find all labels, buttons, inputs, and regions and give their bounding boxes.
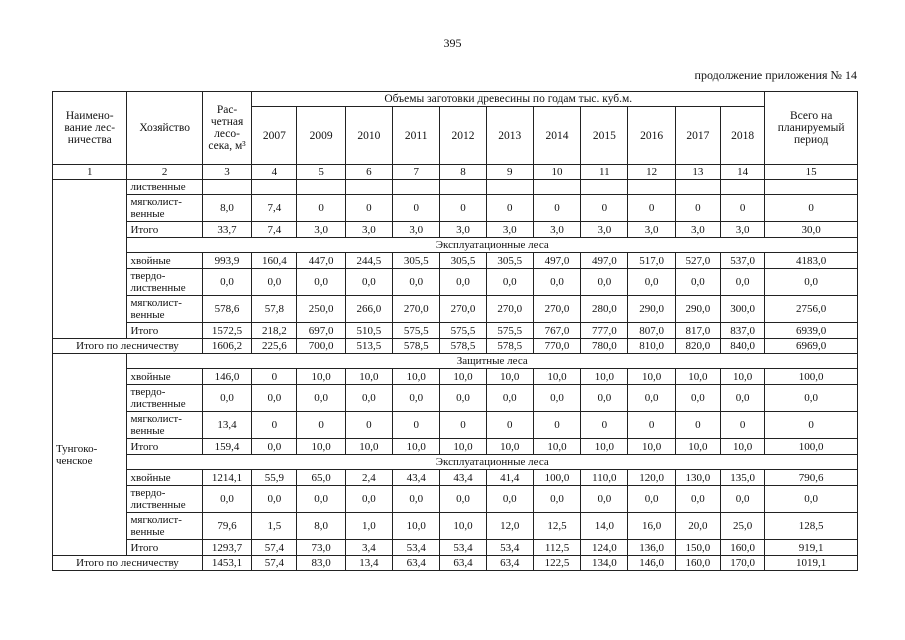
cell-value: 0 [675,412,720,439]
column-number: 5 [297,165,345,180]
cell-value: 10,0 [393,369,440,385]
cell-empty [297,180,345,195]
cell-value: 0 [533,412,580,439]
cell-estimated-cut: 1453,1 [202,556,251,571]
cell-value: 135,0 [721,470,765,486]
cell-value: 55,9 [252,470,297,486]
cell-estimated-cut: 578,6 [202,296,251,323]
cell-value: 0,0 [486,486,533,513]
cell-value: 120,0 [628,470,675,486]
col-volumes-by-year: Объемы заготовки древесины по годам тыс. куб.м. [252,92,765,107]
cell-value: 53,4 [440,540,486,556]
cell-value: 0 [721,195,765,222]
cell-value: 780,0 [581,339,628,354]
cell-value: 16,0 [628,513,675,540]
cell-total: 790,6 [765,470,858,486]
cell-value: 767,0 [533,323,580,339]
column-number: 10 [533,165,580,180]
cell-estimated-cut: 1293,7 [202,540,251,556]
cell-value: 807,0 [628,323,675,339]
cell-value: 0 [721,412,765,439]
cell-estimated-cut: 159,4 [202,439,251,455]
cell-estimated-cut: 8,0 [202,195,251,222]
cell-value: 0 [486,195,533,222]
row-label: Итого [127,439,202,455]
table-row [53,513,858,540]
column-number: 3 [202,165,251,180]
year-2016: 2016 [628,107,675,165]
table-row [53,540,858,556]
cell-empty [345,180,392,195]
column-number: 6 [345,165,392,180]
cell-value: 0 [440,195,486,222]
cell-value: 0 [486,412,533,439]
cell-value: 100,0 [533,470,580,486]
cell-value: 290,0 [628,296,675,323]
cell-value: 0,0 [345,385,392,412]
cell-empty [202,180,251,195]
appendix-note: продолжение приложения № 14 [694,68,857,82]
cell-value: 10,0 [675,369,720,385]
cell-value: 10,0 [628,369,675,385]
cell-value: 8,0 [297,513,345,540]
section-row [53,238,858,253]
cell-value: 73,0 [297,540,345,556]
cell-total: 0 [765,195,858,222]
summary-label: Итого по лесничеству [53,339,203,354]
cell-value: 10,0 [393,439,440,455]
row-label: лиственные [127,180,202,195]
year-2012: 2012 [440,107,486,165]
row-label: мягколист-венные [127,412,202,439]
cell-value: 10,0 [581,439,628,455]
cell-value: 0 [675,195,720,222]
year-2010: 2010 [345,107,392,165]
table-row [53,323,858,339]
cell-value: 578,5 [440,339,486,354]
cell-value: 0,0 [252,486,297,513]
table-row [53,269,858,296]
cell-total: 2756,0 [765,296,858,323]
cell-value: 300,0 [721,296,765,323]
cell-value: 3,0 [533,222,580,238]
cell-value: 0 [533,195,580,222]
cell-value: 12,0 [486,513,533,540]
cell-value: 0,0 [440,486,486,513]
cell-value: 270,0 [440,296,486,323]
cell-value: 0,0 [297,385,345,412]
cell-total: 100,0 [765,439,858,455]
table-row [53,470,858,486]
row-label: хвойные [127,369,202,385]
cell-value: 41,4 [486,470,533,486]
cell-value: 10,0 [628,439,675,455]
table-row [53,195,858,222]
cell-value: 447,0 [297,253,345,269]
col-total-period: Всего на планируемый период [765,92,858,165]
forestry-name-cell: Тунгоко-ченское [53,354,127,556]
cell-value: 1,5 [252,513,297,540]
cell-total: 30,0 [765,222,858,238]
cell-empty [721,180,765,195]
cell-value: 0,0 [440,385,486,412]
cell-value: 160,4 [252,253,297,269]
cell-total: 6969,0 [765,339,858,354]
row-label: мягколист-венные [127,296,202,323]
cell-estimated-cut: 146,0 [202,369,251,385]
cell-value: 0,0 [393,385,440,412]
cell-value: 160,0 [721,540,765,556]
cell-value: 57,4 [252,540,297,556]
cell-value: 10,0 [440,439,486,455]
cell-value: 0 [393,195,440,222]
row-label: твердо-лиственные [127,385,202,412]
cell-total: 1019,1 [765,556,858,571]
cell-value: 3,0 [393,222,440,238]
section-row [53,354,858,369]
column-number: 11 [581,165,628,180]
year-2009: 2009 [297,107,345,165]
summary-row [53,556,858,571]
year-2011: 2011 [393,107,440,165]
cell-value: 14,0 [581,513,628,540]
column-number: 7 [393,165,440,180]
cell-value: 0,0 [581,385,628,412]
column-numbers-row [53,165,858,180]
cell-value: 10,0 [345,369,392,385]
cell-value: 146,0 [628,556,675,571]
cell-value: 3,0 [345,222,392,238]
cell-value: 0,0 [486,269,533,296]
cell-value: 0 [252,369,297,385]
cell-value: 510,5 [345,323,392,339]
cell-value: 3,0 [581,222,628,238]
cell-value: 0 [581,195,628,222]
cell-value: 578,5 [393,339,440,354]
cell-value: 578,5 [486,339,533,354]
cell-value: 244,5 [345,253,392,269]
cell-value: 770,0 [533,339,580,354]
row-label: Итого [127,323,202,339]
year-2017: 2017 [675,107,720,165]
cell-value: 0 [297,412,345,439]
cell-value: 270,0 [486,296,533,323]
cell-estimated-cut: 1214,1 [202,470,251,486]
cell-value: 7,4 [252,195,297,222]
cell-value: 305,5 [440,253,486,269]
cell-value: 497,0 [581,253,628,269]
cell-value: 130,0 [675,470,720,486]
cell-value: 53,4 [393,540,440,556]
section-row [53,455,858,470]
col-estimated-cut: Рас-четная лесо-сека, м³ [202,92,251,165]
cell-value: 12,5 [533,513,580,540]
cell-value: 0 [628,412,675,439]
cell-value: 0,0 [440,269,486,296]
year-2014: 2014 [533,107,580,165]
cell-value: 3,0 [297,222,345,238]
cell-value: 270,0 [533,296,580,323]
cell-value: 840,0 [721,339,765,354]
cell-empty [440,180,486,195]
cell-total: 128,5 [765,513,858,540]
table-row [53,222,858,238]
summary-label: Итого по лесничеству [53,556,203,571]
cell-value: 270,0 [393,296,440,323]
cell-empty [675,180,720,195]
column-number: 8 [440,165,486,180]
cell-estimated-cut: 1606,2 [202,339,251,354]
row-label: хвойные [127,253,202,269]
cell-value: 575,5 [393,323,440,339]
cell-value: 112,5 [533,540,580,556]
cell-value: 225,6 [252,339,297,354]
cell-value: 513,5 [345,339,392,354]
header-row [53,92,858,107]
column-number: 4 [252,165,297,180]
cell-value: 43,4 [440,470,486,486]
cell-estimated-cut: 1572,5 [202,323,251,339]
cell-value: 10,0 [440,513,486,540]
cell-estimated-cut: 79,6 [202,513,251,540]
cell-value: 57,8 [252,296,297,323]
cell-value: 63,4 [393,556,440,571]
cell-value: 3,4 [345,540,392,556]
cell-estimated-cut: 13,4 [202,412,251,439]
row-label: Итого [127,222,202,238]
cell-value: 0 [252,412,297,439]
cell-value: 0,0 [252,439,297,455]
cell-value: 160,0 [675,556,720,571]
cell-value: 0 [345,412,392,439]
cell-value: 0 [393,412,440,439]
cell-value: 13,4 [345,556,392,571]
cell-estimated-cut: 0,0 [202,269,251,296]
cell-value: 810,0 [628,339,675,354]
cell-value: 0 [345,195,392,222]
cell-value: 820,0 [675,339,720,354]
cell-value: 0,0 [628,385,675,412]
cell-value: 10,0 [297,439,345,455]
cell-value: 150,0 [675,540,720,556]
cell-empty [486,180,533,195]
cell-value: 250,0 [297,296,345,323]
cell-value: 53,4 [486,540,533,556]
cell-value: 57,4 [252,556,297,571]
cell-value: 0,0 [675,269,720,296]
cell-value: 10,0 [533,439,580,455]
cell-value: 0,0 [628,486,675,513]
forestry-cell [53,180,127,339]
table-row [53,412,858,439]
cell-value: 497,0 [533,253,580,269]
cell-value: 10,0 [533,369,580,385]
row-label: хвойные [127,470,202,486]
cell-value: 0,0 [393,269,440,296]
cell-value: 136,0 [628,540,675,556]
cell-total: 0,0 [765,385,858,412]
cell-value: 0 [297,195,345,222]
cell-value: 537,0 [721,253,765,269]
cell-value: 218,2 [252,323,297,339]
cell-value: 10,0 [345,439,392,455]
cell-value: 170,0 [721,556,765,571]
page-number: 395 [443,36,462,50]
cell-value: 10,0 [486,439,533,455]
cell-value: 10,0 [675,439,720,455]
cell-value: 10,0 [721,439,765,455]
cell-total: 0 [765,412,858,439]
cell-total: 0,0 [765,269,858,296]
table-row [53,385,858,412]
cell-value: 1,0 [345,513,392,540]
cell-value: 0,0 [297,269,345,296]
cell-estimated-cut: 33,7 [202,222,251,238]
cell-value: 305,5 [393,253,440,269]
year-2007: 2007 [252,107,297,165]
cell-value: 517,0 [628,253,675,269]
cell-value: 0,0 [533,269,580,296]
row-label: Итого [127,540,202,556]
table-row [53,180,858,195]
column-number: 14 [721,165,765,180]
cell-value: 25,0 [721,513,765,540]
cell-value: 0,0 [533,385,580,412]
cell-value: 134,0 [581,556,628,571]
row-label: мягколист-венные [127,513,202,540]
cell-total: 100,0 [765,369,858,385]
cell-value: 0,0 [581,486,628,513]
cell-value: 0,0 [345,486,392,513]
column-number: 13 [675,165,720,180]
cell-value: 3,0 [628,222,675,238]
row-label: твердо-лиственные [127,269,202,296]
cell-value: 777,0 [581,323,628,339]
cell-value: 0,0 [345,269,392,296]
cell-value: 0,0 [581,269,628,296]
cell-value: 10,0 [297,369,345,385]
cell-value: 3,0 [721,222,765,238]
cell-value: 266,0 [345,296,392,323]
column-number: 9 [486,165,533,180]
cell-value: 700,0 [297,339,345,354]
cell-value: 83,0 [297,556,345,571]
cell-value: 0,0 [533,486,580,513]
cell-value: 575,5 [440,323,486,339]
cell-value: 575,5 [486,323,533,339]
cell-value: 0,0 [393,486,440,513]
column-number: 2 [127,165,202,180]
cell-value: 0 [628,195,675,222]
cell-value: 10,0 [440,369,486,385]
cell-value: 0 [440,412,486,439]
cell-value: 0,0 [721,486,765,513]
cell-total: 6939,0 [765,323,858,339]
cell-value: 0,0 [486,385,533,412]
table-row [53,296,858,323]
cell-value: 0 [581,412,628,439]
table-row [53,253,858,269]
harvest-volume-table [52,91,858,571]
cell-value: 697,0 [297,323,345,339]
summary-row [53,339,858,354]
cell-value: 10,0 [486,369,533,385]
cell-value: 63,4 [440,556,486,571]
cell-estimated-cut: 0,0 [202,385,251,412]
column-number: 12 [628,165,675,180]
year-2013: 2013 [486,107,533,165]
cell-value: 20,0 [675,513,720,540]
cell-empty [252,180,297,195]
column-number: 15 [765,165,858,180]
cell-value: 280,0 [581,296,628,323]
cell-value: 3,0 [440,222,486,238]
cell-value: 65,0 [297,470,345,486]
cell-value: 290,0 [675,296,720,323]
year-2018: 2018 [721,107,765,165]
column-number: 1 [53,165,127,180]
row-label: мягколист-венные [127,195,202,222]
cell-value: 0,0 [721,385,765,412]
cell-total: 4183,0 [765,253,858,269]
cell-value: 0,0 [252,385,297,412]
cell-empty [581,180,628,195]
cell-total: 0,0 [765,486,858,513]
cell-value: 817,0 [675,323,720,339]
year-2015: 2015 [581,107,628,165]
cell-value: 305,5 [486,253,533,269]
table-row [53,369,858,385]
cell-value: 837,0 [721,323,765,339]
table-row [53,486,858,513]
cell-empty [628,180,675,195]
cell-empty [765,180,858,195]
cell-empty [393,180,440,195]
cell-value: 0,0 [675,385,720,412]
cell-value: 0,0 [675,486,720,513]
col-forestry-name: Наимено-вание лес-ничества [53,92,127,165]
cell-empty [533,180,580,195]
cell-value: 10,0 [393,513,440,540]
cell-value: 124,0 [581,540,628,556]
cell-total: 919,1 [765,540,858,556]
cell-value: 3,0 [675,222,720,238]
cell-value: 10,0 [721,369,765,385]
cell-value: 0,0 [252,269,297,296]
col-farm: Хозяйство [127,92,202,165]
cell-value: 3,0 [486,222,533,238]
cell-estimated-cut: 0,0 [202,486,251,513]
cell-value: 110,0 [581,470,628,486]
cell-value: 0,0 [628,269,675,296]
cell-value: 0,0 [721,269,765,296]
section-title: Защитные леса [127,354,858,369]
cell-value: 43,4 [393,470,440,486]
cell-value: 0,0 [297,486,345,513]
cell-value: 7,4 [252,222,297,238]
table-row [53,439,858,455]
cell-value: 10,0 [581,369,628,385]
section-title: Эксплуатационные леса [127,238,858,253]
cell-value: 527,0 [675,253,720,269]
cell-value: 2,4 [345,470,392,486]
row-label: твердо-лиственные [127,486,202,513]
cell-value: 63,4 [486,556,533,571]
cell-estimated-cut: 993,9 [202,253,251,269]
section-title: Эксплуатационные леса [127,455,858,470]
cell-value: 122,5 [533,556,580,571]
